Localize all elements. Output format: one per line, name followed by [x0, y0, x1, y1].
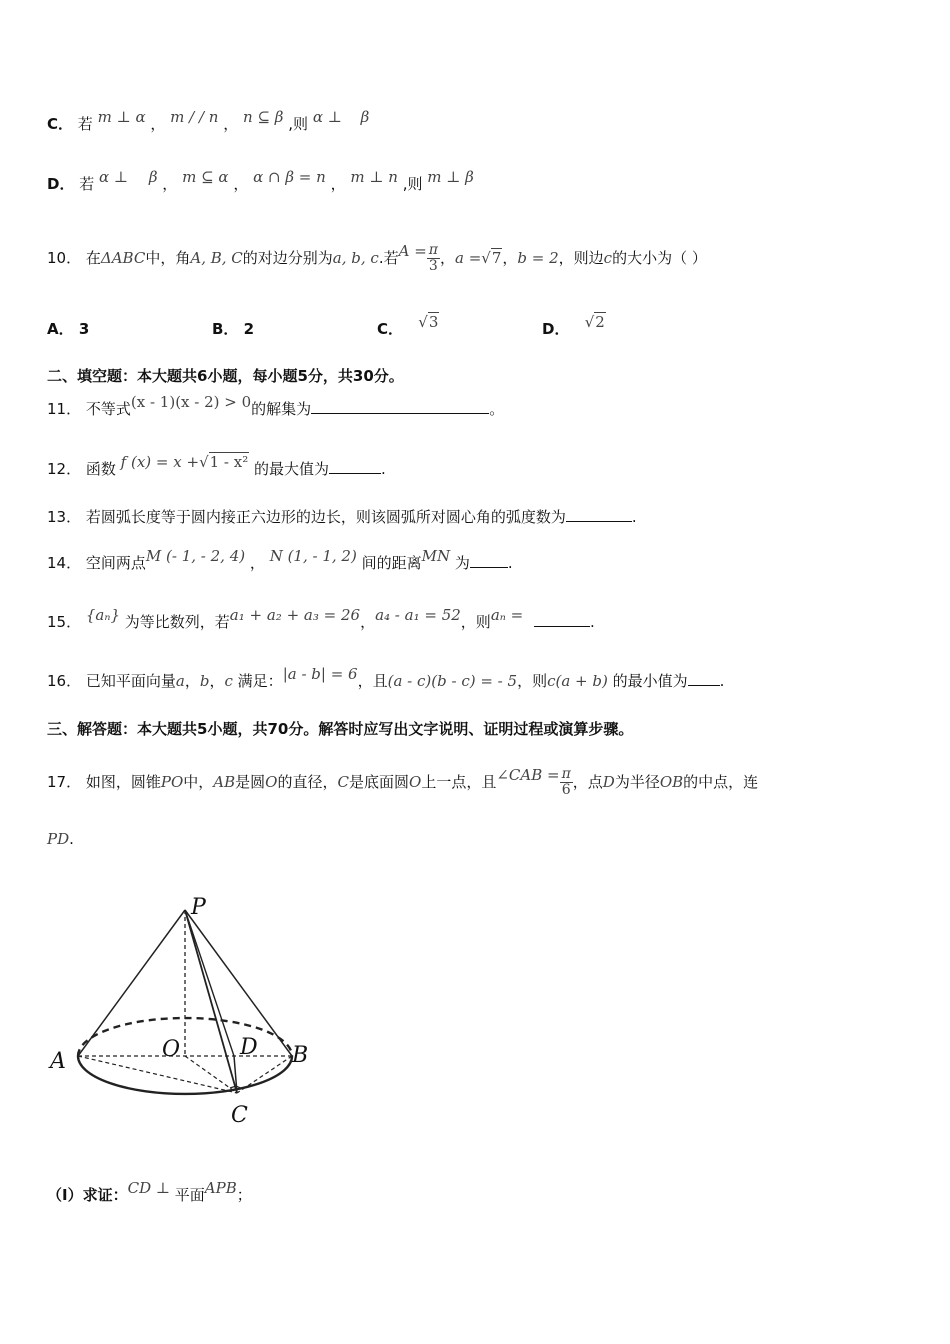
label-c: C [231, 1103, 248, 1128]
option-label: C． [47, 115, 74, 133]
q9-option-c: C． 若 m ⊥ α ， m / / n ， n ⊆ β ,则 α ⊥ β [47, 108, 370, 133]
text: 中，角 [145, 249, 191, 267]
answer-blank[interactable] [566, 507, 632, 522]
text: 如图，圆锥 [85, 773, 161, 791]
radicand: 7 [491, 249, 502, 267]
formula: b [199, 672, 210, 690]
option-label: C． [377, 320, 404, 338]
text: 若 [77, 115, 93, 133]
formula: PO [160, 773, 184, 791]
text: 。 [489, 400, 505, 418]
text: 为等比数列，若 [124, 613, 230, 631]
text: 若圆弧长度等于圆内接正六边形的边长，则该圆弧所对圆心角的弧度数为 [85, 508, 566, 526]
q14: 14． 空间两点M (- 1, - 2, 4) ， N (1, - 1, 2) 间的距离MN 为 . [47, 547, 513, 572]
text: 空间两点 [85, 554, 146, 572]
sqrt: √1 - x² [199, 453, 249, 471]
section-heading: 二、填空题：本大题共6小题，每小题5分，共30分。 [47, 367, 404, 385]
question-number: 14． [47, 554, 82, 572]
question-number: 11． [47, 400, 82, 418]
formula: m ⊆ α [182, 168, 229, 186]
formula: β [360, 108, 370, 126]
formula: aₙ = [490, 606, 524, 624]
text: ，则 [517, 672, 548, 690]
q17-stem-cont [47, 828, 74, 850]
text: 已知平面向量 [85, 672, 176, 690]
text: 为半径 [614, 773, 660, 791]
text: ,则 [288, 115, 309, 133]
question-number: 16． [47, 672, 82, 690]
formula: c [224, 672, 233, 690]
option-value: 2 [243, 320, 255, 338]
question-number: 17． [47, 773, 82, 791]
q10-option-a[interactable] [47, 318, 89, 339]
chord-bc [237, 1056, 292, 1093]
formula: CD ⊥ [127, 1179, 170, 1197]
denominator: 6 [561, 782, 571, 798]
text: ，则 [460, 613, 491, 631]
text: 的最小值为 [612, 672, 688, 690]
text: 若 [79, 175, 95, 193]
text: ，且 [357, 672, 388, 690]
cone-figure [44, 888, 334, 1138]
formula: m ⊥ n [350, 168, 398, 186]
option-label: A． [47, 320, 74, 338]
formula: (x - 1)(x - 2) > 0 [130, 393, 252, 411]
text: ，则边 [558, 249, 604, 267]
q13 [47, 506, 637, 528]
answer-blank[interactable] [329, 459, 381, 474]
text: 的对边分别为 [242, 249, 333, 267]
q10-stem: 10． 在ΔABC中，角A, B, C的对边分别为a, b, c.若A = $\frac{\pi}{3}$ ，a =√7，b = 2，则边c的大小为（ ） [47, 242, 707, 274]
question-number: 15． [47, 613, 82, 631]
formula: a₁ + a₂ + a₃ = 26 [229, 606, 361, 624]
formula: m ⊥ β [427, 168, 474, 186]
q17-part1 [47, 1179, 252, 1206]
label-b: B [292, 1043, 309, 1068]
formula: β [148, 168, 158, 186]
part-label: （Ⅰ）求证： [47, 1186, 128, 1204]
fraction [560, 767, 573, 798]
formula: α ∩ β = n [253, 168, 326, 186]
q16: 16． 已知平面向量a，b，c 满足：|a - b| = 6，且(a - c)(b - c) = - 5，则c(a + b) 的最小值为 . [47, 665, 725, 690]
text: 是底面圆 [348, 773, 409, 791]
formula: M (- 1, - 2, 4) [145, 547, 246, 565]
formula: A, B, C [190, 249, 243, 267]
text: 中， [183, 773, 214, 791]
q10-option-b[interactable] [212, 318, 254, 339]
option-label: B． [212, 320, 239, 338]
question-number: 12． [47, 460, 82, 478]
formula: α ⊥ [99, 168, 129, 186]
label-d: D [240, 1035, 258, 1060]
radicand: 1 - x² [209, 453, 249, 471]
answer-blank[interactable] [470, 553, 508, 568]
formula: OB [659, 773, 684, 791]
formula: {aₙ} [85, 606, 120, 624]
numerator: π [561, 766, 571, 782]
label-p: P [191, 895, 206, 920]
edge-pa [78, 910, 185, 1056]
text: ，点 [572, 773, 603, 791]
formula: a₄ - a₁ = 52 [375, 606, 461, 624]
sqrt: √3 [418, 313, 439, 331]
denominator: 3 [428, 258, 438, 274]
q15: 15． {aₙ} 为等比数列，若a₁ + a₂ + a₃ = 26，a₄ - a₁ = 52，则aₙ = . [47, 606, 595, 631]
text: . [507, 554, 513, 572]
formula: m / / n [170, 108, 219, 126]
formula: f (x) = x + [120, 453, 200, 471]
radicand: 3 [428, 313, 439, 331]
text: 间的距离 [361, 554, 422, 572]
text: 满足： [237, 672, 283, 690]
q9-option-d: D． 若 α ⊥ β ， m ⊆ α ， α ∩ β = n ， m ⊥ n ,则 m ⊥ β [47, 168, 474, 193]
formula: O [265, 773, 278, 791]
question-number: 10． [47, 249, 82, 267]
q11 [47, 393, 505, 420]
text: . [381, 460, 386, 478]
formula: a = [454, 249, 482, 267]
option-value: 3 [78, 320, 90, 338]
formula: m ⊥ α [97, 108, 146, 126]
formula: N (1, - 1, 2) [269, 547, 357, 565]
formula: C [337, 773, 349, 791]
edge-pc [185, 910, 237, 1093]
text: 上一点，且 [421, 773, 497, 791]
answer-blank[interactable] [534, 612, 590, 627]
label-o: O [162, 1037, 181, 1062]
text: . [589, 613, 595, 631]
text: ； [236, 1186, 252, 1204]
sqrt: √2 [584, 313, 605, 331]
text: .若 [378, 249, 399, 267]
formula: (a - c)(b - c) = - 5 [387, 672, 518, 690]
q10-option-c[interactable] [377, 313, 439, 339]
numerator: π [428, 242, 438, 258]
edge-pd [185, 910, 234, 1056]
sqrt: √7 [481, 249, 502, 267]
answer-blank[interactable] [688, 671, 720, 686]
formula: a [175, 672, 185, 690]
formula: c [603, 249, 613, 267]
q12 [47, 453, 386, 480]
text: 为 [454, 554, 470, 572]
formula: APB [204, 1179, 237, 1197]
formula: MN [421, 547, 451, 565]
formula: c(a + b) [547, 672, 608, 690]
formula: a, b, c [332, 249, 379, 267]
formula: A = [398, 242, 427, 260]
text: 是圆 [235, 773, 266, 791]
label-a: A [50, 1049, 66, 1074]
formula: PD [47, 830, 70, 848]
formula: AB [213, 773, 236, 791]
text: 不等式 [85, 400, 131, 418]
answer-blank[interactable] [311, 399, 489, 414]
option-label: D． [542, 320, 570, 338]
text: . [69, 830, 74, 848]
chord-ac [78, 1056, 237, 1093]
text: 的直径， [277, 773, 338, 791]
radicand: 2 [595, 313, 605, 331]
text: . [719, 672, 725, 690]
q17-stem [47, 767, 758, 798]
formula: D [602, 773, 615, 791]
formula: |a - b| = 6 [282, 665, 358, 683]
formula: α ⊥ [312, 108, 342, 126]
text: ,则 [402, 175, 423, 193]
base-front-arc [78, 1056, 292, 1094]
text: 的中点，连 [683, 773, 759, 791]
formula: O [409, 773, 422, 791]
option-label: D． [47, 175, 75, 193]
formula: n ⊆ β [243, 108, 284, 126]
section-heading: 三、解答题：本大题共5小题，共70分。解答时应写出文字说明、证明过程或演算步骤。 [47, 720, 634, 738]
formula: b = 2 [517, 249, 559, 267]
formula: ∠CAB = [496, 766, 560, 784]
q10-option-d[interactable] [542, 313, 606, 339]
text: 的大小为（ ） [612, 249, 707, 267]
text: 平面 [174, 1186, 205, 1204]
text: 在 [85, 249, 101, 267]
question-number: 13． [47, 508, 82, 526]
formula: ΔABC [100, 249, 146, 267]
text: . [631, 508, 637, 526]
edge-pb [185, 910, 292, 1056]
text: 的最大值为 [254, 460, 330, 478]
text: 函数 [85, 460, 116, 478]
text: 的解集为 [251, 400, 312, 418]
fraction [427, 243, 440, 274]
